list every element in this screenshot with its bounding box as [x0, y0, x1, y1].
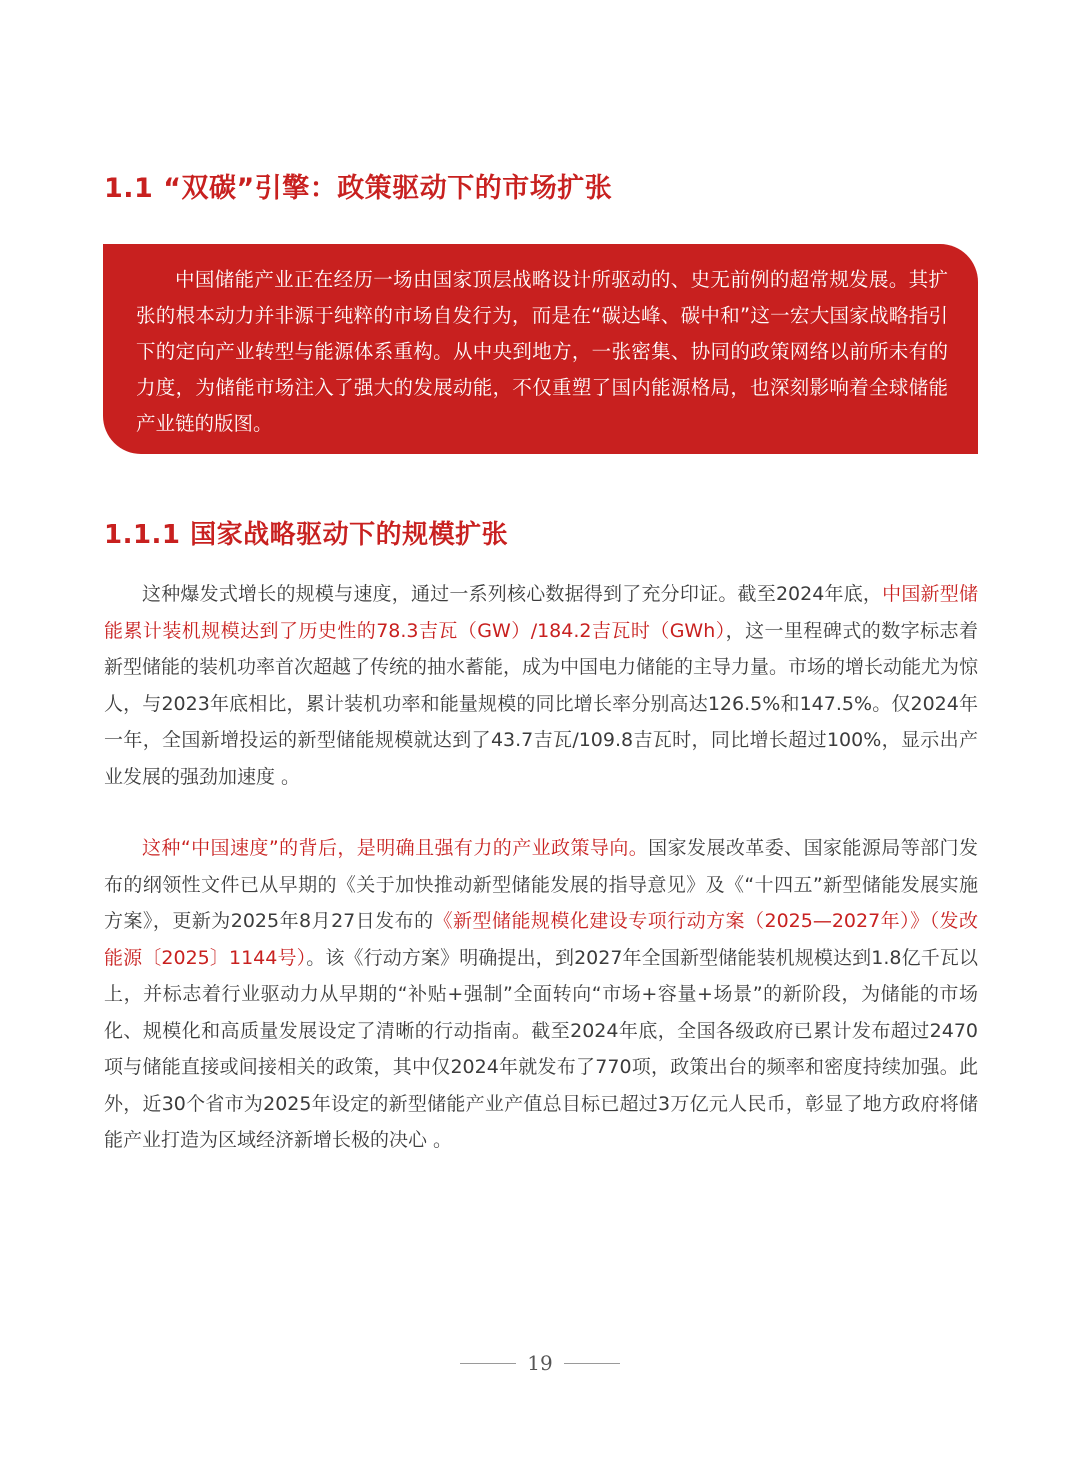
paragraph-1-text-a: 这种爆发式增长的规模与速度，通过一系列核心数据得到了充分印证。截至2024年底，	[142, 583, 883, 605]
paragraph-1-highlight: 中国新型储能累计装机规模达到了历史性的78.3吉瓦（GW）/184.2吉瓦时（GWh）	[104, 583, 978, 642]
footer-rule-right	[564, 1363, 620, 1364]
page-footer	[0, 1349, 1080, 1377]
paragraph-2-highlight-plan: 《新型储能规模化建设专项行动方案（2025—2027年）》（发改能源〔2025〕1144号）	[104, 910, 978, 969]
paragraph-2-text-b: 国家发展改革委、国家能源局等部门发布的纲领性文件已从早期的《关于加快推动新型储能发展的指导意见》及《“十四五”新型储能发展实施方案》，更新为2025年8月27日发布的	[104, 837, 978, 932]
paragraph-scale-growth	[104, 576, 978, 795]
subsection-heading: 1.1.1 国家战略驱动下的规模扩张	[104, 520, 509, 550]
footer-rule-left	[460, 1363, 516, 1364]
paragraph-policy-guidance	[104, 830, 978, 1159]
section-heading: 1.1 “双碳”引擎：政策驱动下的市场扩张	[104, 173, 613, 204]
paragraph-2-text-d: 。该《行动方案》明确提出，到2027年全国新型储能装机规模达到1.8亿千瓦以上，并标志着行业驱动力从早期的“补贴+强制”全面转向“市场+容量+场景”的新阶段，为储能的市场化、规模化和高质量发展设定了清晰的行动指南。截至2024年底，全国各级政府已累计发布超过2470项与储能直接或间接相关的政策，其中仅2024年就发布了770项，政策出台的频率和密度持续加强。此外，近30个省市为2025年设定的新型储能产业产值总目标已超过3万亿元人民币，彰显了地方政府将储能产业打造为区域经济新增长极的决心 。	[104, 946, 978, 1151]
paragraph-2-highlight-lead: 这种“中国速度”的背后，是明确且强有力的产业政策导向。	[142, 837, 649, 859]
intro-text: 中国储能产业正在经历一场由国家顶层战略设计所驱动的、史无前例的超常规发展。其扩张的根本动力并非源于纯粹的市场自发行为，而是在“碳达峰、碳中和”这一宏大国家战略指引下的定向产业转型与能源体系重构。从中央到地方，一张密集、协同的政策网络以前所未有的力度，为储能市场注入了强大的发展动能，不仅重塑了国内能源格局，也深刻影响着全球储能产业链的版图。	[136, 268, 948, 435]
page-number: 19	[527, 1351, 553, 1375]
intro-callout-box	[103, 244, 978, 454]
paragraph-1-text-c: ，这一里程碑式的数字标志着新型储能的装机功率首次超越了传统的抽水蓄能，成为中国电力储能的主导力量。市场的增长动能尤为惊人，与2023年底相比，累计装机功率和能量规模的同比增长率分别高达126.5%和147.5%。仅2024年一年，全国新增投运的新型储能规模就达到了43.7吉瓦/109.8吉瓦时，同比增长超过100%，显示出产业发展的强劲加速度 。	[104, 619, 979, 788]
